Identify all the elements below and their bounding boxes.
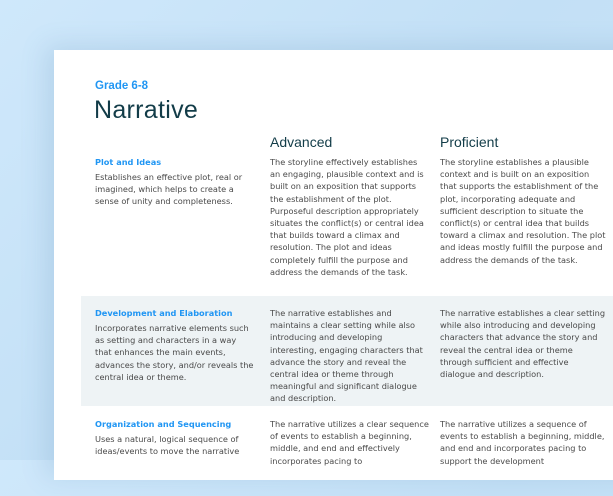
proficient-cell: The narrative establishes a clear setting while also introducing and developing characters that advance the story and reveal the central idea or theme through sufficient and effective dialogue and description. <box>440 308 606 380</box>
criterion-description: Uses a natural, logical sequence of ideas/events to move the narrative <box>95 434 240 457</box>
advanced-cell: The storyline effectively establishes an engaging, plausible context and is built on an exposition that supports the establishment of the plot. Purposeful description appropriately situates the conflict(s) or central idea that builds toward a climax and resolution. The plot and ideas completely fulfill the purpose and address the demands of the task. <box>270 157 424 277</box>
rubric-row-plot <box>81 154 613 289</box>
advanced-cell: The narrative establishes and maintains a clear setting while also introducing and developing interesting, engaging characters that advance the story and reveal the central idea or theme through meaningful and significant dialogue and description. <box>270 308 423 404</box>
criterion-cell <box>95 307 255 383</box>
proficient-cell: The narrative utilizes a sequence of events to establish a beginning, middle, and end and incorporates pacing to support the development <box>440 419 605 466</box>
rubric-card <box>54 50 613 480</box>
criterion-cell <box>95 418 255 457</box>
page-title: Narrative <box>94 96 199 124</box>
rubric-row-organization <box>81 416 613 496</box>
criterion-cell <box>95 156 255 208</box>
advanced-cell: The narrative utilizes a clear sequence of events to establish a beginning, middle, and end and effectively incorporates pacing to <box>270 419 429 466</box>
criterion-title: Organization and Sequencing <box>95 419 232 429</box>
criterion-title: Plot and Ideas <box>95 157 162 167</box>
rubric-row-development <box>81 296 613 406</box>
criterion-title: Development and Elaboration <box>95 308 233 318</box>
column-header-proficient: Proficient <box>440 134 499 150</box>
column-header-advanced: Advanced <box>270 134 333 150</box>
criterion-description: Incorporates narrative elements such as setting and characters in a way that enhances the main events, advances the story, and/or reveals the central idea or theme. <box>95 323 254 382</box>
grade-label: Grade 6-8 <box>95 80 149 92</box>
criterion-description: Establishes an effective plot, real or imagined, which helps to create a sense of unity and completeness. <box>95 172 243 207</box>
proficient-cell: The storyline establishes a plausible context and is built on an exposition that supports the establishment of the plot, incorporating adequate and sufficient description to situate the conflict(s) or central idea that builds toward a climax and resolution. The plot and ideas mostly fulfill the purpose and address the demands of the task. <box>440 157 606 265</box>
